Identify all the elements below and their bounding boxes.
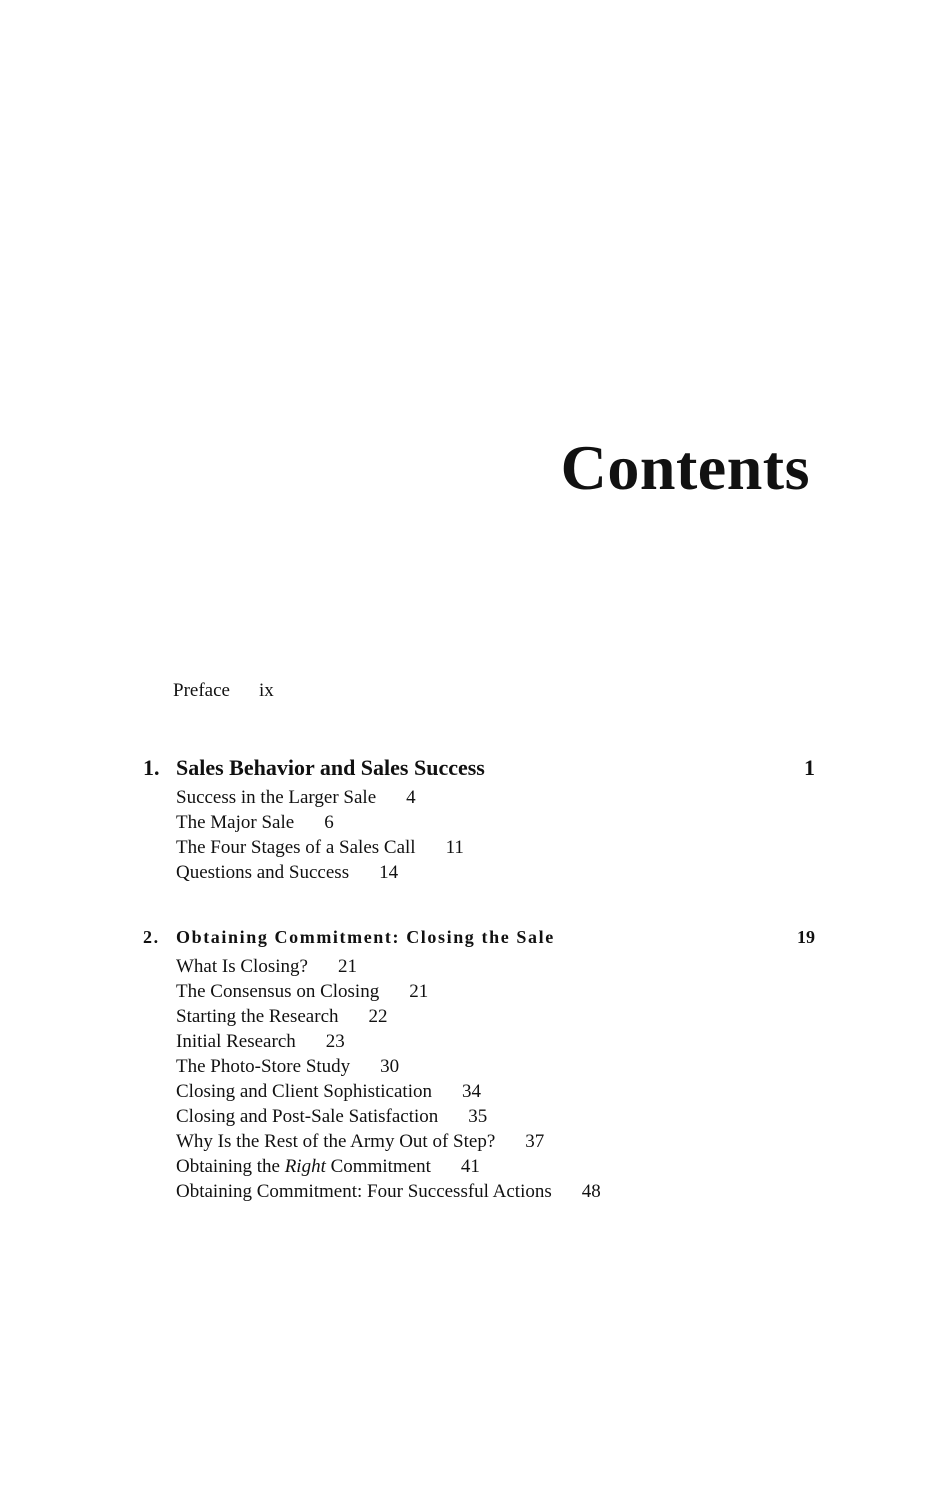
preface-page: ix bbox=[258, 680, 274, 701]
section-title-start: Obtaining the bbox=[176, 1156, 285, 1177]
section-page: 48 bbox=[581, 1181, 601, 1202]
chapter-1 bbox=[143, 757, 815, 885]
section-entry bbox=[176, 785, 815, 810]
section-page: 14 bbox=[379, 862, 399, 883]
section-entry bbox=[176, 1154, 815, 1179]
chapter-title: Obtaining Commitment: Closing the Sale bbox=[176, 927, 555, 947]
section-page: 22 bbox=[368, 1006, 388, 1027]
section-entry bbox=[176, 835, 815, 860]
section-page: 23 bbox=[325, 1031, 345, 1052]
section-title-emphasis: Right bbox=[284, 1156, 326, 1177]
chapter-heading bbox=[143, 757, 815, 779]
section-entry bbox=[176, 1104, 815, 1129]
section-title: The Photo-Store Study bbox=[176, 1056, 351, 1077]
section-page: 21 bbox=[409, 981, 429, 1002]
section-list bbox=[143, 954, 815, 1204]
section-entry bbox=[176, 860, 815, 885]
section-entry bbox=[176, 1029, 815, 1054]
preface-entry bbox=[173, 681, 274, 700]
section-title: Obtaining Commitment: Four Successful Actions bbox=[176, 1181, 552, 1202]
section-page: 37 bbox=[525, 1131, 545, 1152]
section-title bbox=[176, 1156, 431, 1177]
section-title: The Major Sale bbox=[176, 812, 295, 833]
section-page: 6 bbox=[324, 812, 334, 833]
section-page: 4 bbox=[406, 787, 416, 808]
chapter-page: 1 bbox=[804, 755, 815, 780]
section-title: The Four Stages of a Sales Call bbox=[176, 837, 416, 858]
section-entry bbox=[176, 810, 815, 835]
section-title: Closing and Client Sophistication bbox=[176, 1081, 432, 1102]
section-entry bbox=[176, 979, 815, 1004]
chapter-heading bbox=[143, 928, 815, 946]
section-title: Why Is the Rest of the Army Out of Step? bbox=[176, 1131, 496, 1152]
section-page: 30 bbox=[380, 1056, 400, 1077]
section-title: Success in the Larger Sale bbox=[176, 787, 377, 808]
section-entry bbox=[176, 954, 815, 979]
section-title: Closing and Post-Sale Satisfaction bbox=[176, 1106, 439, 1127]
preface-label: Preface bbox=[173, 680, 230, 701]
section-title: Questions and Success bbox=[176, 862, 350, 883]
section-title: Starting the Research bbox=[176, 1006, 339, 1027]
section-entry bbox=[176, 1179, 815, 1204]
section-title-end: Commitment bbox=[325, 1156, 431, 1177]
section-title: Initial Research bbox=[176, 1031, 296, 1052]
section-entry bbox=[176, 1004, 815, 1029]
chapter-2 bbox=[143, 928, 815, 1204]
section-page: 11 bbox=[445, 837, 464, 858]
section-entry bbox=[176, 1129, 815, 1154]
section-page: 21 bbox=[337, 956, 357, 977]
chapter-number: 1. bbox=[143, 755, 160, 780]
page-title: Contents bbox=[560, 432, 810, 503]
section-page: 35 bbox=[468, 1106, 488, 1127]
section-page: 41 bbox=[460, 1156, 480, 1177]
section-entry bbox=[176, 1054, 815, 1079]
chapter-title: Sales Behavior and Sales Success bbox=[176, 755, 485, 780]
section-page: 34 bbox=[461, 1081, 481, 1102]
chapter-page: 19 bbox=[797, 927, 815, 947]
section-title: The Consensus on Closing bbox=[176, 981, 380, 1002]
section-entry bbox=[176, 1079, 815, 1104]
section-title: What Is Closing? bbox=[176, 956, 308, 977]
section-list bbox=[143, 785, 815, 885]
chapter-number: 2. bbox=[143, 927, 160, 947]
